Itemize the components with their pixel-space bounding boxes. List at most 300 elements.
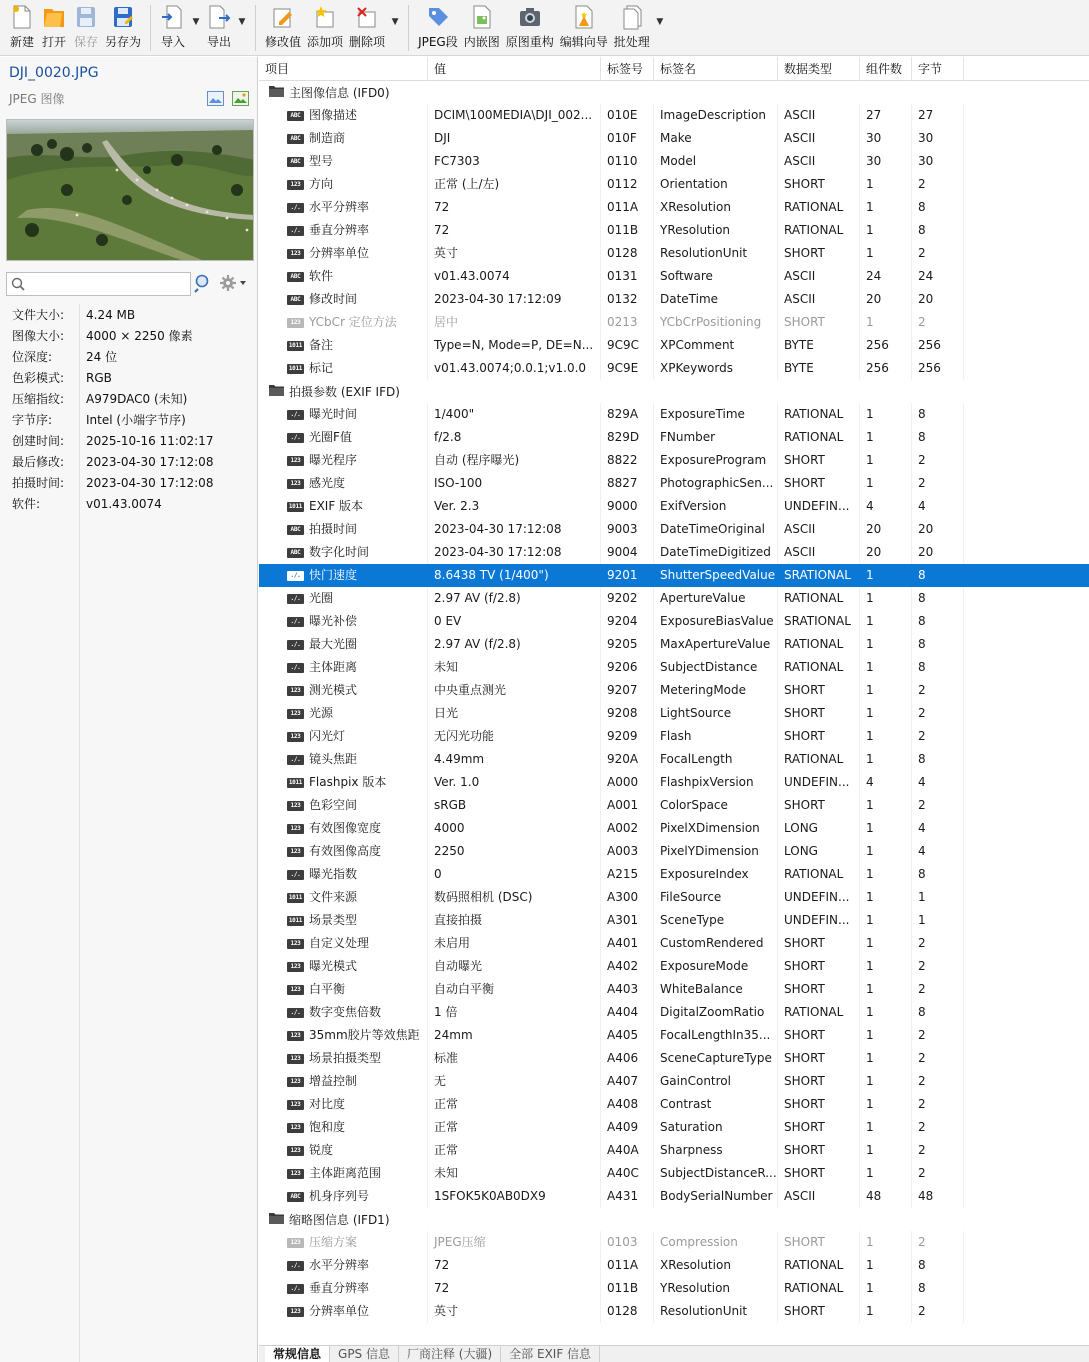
- byte-count-cell: 8: [912, 1001, 964, 1024]
- byte-count-cell: 2: [912, 932, 964, 955]
- item-name-cell: [259, 403, 428, 426]
- byte-count-cell: 2: [912, 1070, 964, 1093]
- item-name: 图像描述: [309, 108, 358, 122]
- value-cell: FC7303: [428, 150, 601, 173]
- component-count-cell: 1: [860, 1254, 912, 1277]
- item-name-cell: [259, 725, 428, 748]
- integer-type-icon: 123: [287, 479, 304, 489]
- edit-value-button[interactable]: 修改值: [262, 0, 304, 54]
- tag-name-cell: MeteringMode: [654, 679, 778, 702]
- item-name-cell: [259, 1231, 428, 1254]
- value-cell: 0: [428, 863, 601, 886]
- data-type-cell: UNDEFIN...: [778, 886, 860, 909]
- table-row[interactable]: [259, 518, 1089, 541]
- jpeg-segment-icon: [425, 4, 451, 30]
- tag-number-cell: 9000: [601, 495, 654, 518]
- rational-type-icon: ./.: [287, 433, 304, 443]
- rational-type-icon: ./.: [287, 1284, 304, 1294]
- edit-wizard-button[interactable]: 编辑向导: [557, 0, 611, 54]
- data-type-cell: SHORT: [778, 1024, 860, 1047]
- tag-name-cell: DigitalZoomRatio: [654, 1001, 778, 1024]
- table-row[interactable]: [259, 702, 1089, 725]
- column-header[interactable]: 字节: [912, 57, 964, 81]
- rational-type-icon: ./.: [287, 617, 304, 627]
- data-type-cell: BYTE: [778, 357, 860, 380]
- delete-item-dropdown[interactable]: [388, 0, 402, 54]
- data-type-cell: SHORT: [778, 1231, 860, 1254]
- value-cell: v01.43.0074;0.0.1;v1.0.0: [428, 357, 601, 380]
- table-row[interactable]: [259, 932, 1089, 955]
- delete-item-button[interactable]: 删除项: [346, 0, 388, 54]
- item-name-cell: [259, 1277, 428, 1300]
- tag-number-cell: 9204: [601, 610, 654, 633]
- value-cell: sRGB: [428, 794, 601, 817]
- tag-name-cell: Sharpness: [654, 1139, 778, 1162]
- item-name-cell: [259, 886, 428, 909]
- item-name-cell: [259, 1070, 428, 1093]
- chevron-down-icon: ▼: [238, 17, 246, 27]
- tag-number-cell: 9004: [601, 541, 654, 564]
- value-cell: 中央重点测光: [428, 679, 601, 702]
- item-name-cell: [259, 1139, 428, 1162]
- column-header[interactable]: 数据类型: [778, 57, 860, 81]
- item-name: 拍摄时间: [309, 522, 358, 536]
- table-row[interactable]: [259, 288, 1089, 311]
- table-row[interactable]: [259, 656, 1089, 679]
- table-row[interactable]: [259, 1116, 1089, 1139]
- file-type: JPEG 图像: [9, 92, 65, 106]
- column-header[interactable]: 标签名: [654, 57, 778, 81]
- tag-number-cell: A409: [601, 1116, 654, 1139]
- image-view-icon[interactable]: [207, 91, 224, 109]
- group-header: [259, 1211, 390, 1228]
- table-row[interactable]: [259, 1139, 1089, 1162]
- search-icon: [11, 277, 25, 294]
- byte-count-cell: 8: [912, 196, 964, 219]
- data-type-cell: UNDEFIN...: [778, 771, 860, 794]
- byte-count-cell: 24: [912, 265, 964, 288]
- property-row: [0, 304, 258, 325]
- toolbar-separator: [255, 5, 256, 51]
- table-row[interactable]: [259, 817, 1089, 840]
- rational-type-icon: ./.: [287, 594, 304, 604]
- table-row[interactable]: [259, 541, 1089, 564]
- component-count-cell: 1: [860, 863, 912, 886]
- item-name: 曝光模式: [309, 959, 358, 973]
- item-name-cell: [259, 656, 428, 679]
- byte-count-cell: 2: [912, 311, 964, 334]
- table-row[interactable]: [259, 1162, 1089, 1185]
- tag-number-cell: 0103: [601, 1231, 654, 1254]
- item-name: 光圈F值: [309, 430, 352, 444]
- table-group-row[interactable]: [259, 380, 1089, 403]
- byte-count-cell: 2: [912, 1116, 964, 1139]
- item-name-cell: [259, 104, 428, 127]
- item-name-cell: [259, 771, 428, 794]
- table-group-row[interactable]: [259, 1208, 1089, 1231]
- component-count-cell: 1: [860, 932, 912, 955]
- table-row[interactable]: [259, 1185, 1089, 1208]
- component-count-cell: 1: [860, 1277, 912, 1300]
- data-type-cell: RATIONAL: [778, 196, 860, 219]
- tag-number-cell: 011A: [601, 1254, 654, 1277]
- table-row[interactable]: [259, 1254, 1089, 1277]
- tag-name-cell: Model: [654, 150, 778, 173]
- binary-type-icon: 1011: [288, 893, 303, 901]
- item-name-cell: [259, 334, 428, 357]
- table-row[interactable]: [259, 403, 1089, 426]
- data-type-cell: RATIONAL: [778, 1254, 860, 1277]
- table-row[interactable]: [259, 1277, 1089, 1300]
- component-count-cell: 1: [860, 196, 912, 219]
- component-count-cell: 24: [860, 265, 912, 288]
- property-value: A979DAC0 (未知): [86, 392, 188, 406]
- tab-2[interactable]: 厂商注释 (大疆): [399, 1346, 501, 1362]
- table-row[interactable]: [259, 1047, 1089, 1070]
- rational-type-icon: ./.: [287, 203, 304, 213]
- tag-number-cell: 829A: [601, 403, 654, 426]
- tag-name-cell: ExifVersion: [654, 495, 778, 518]
- data-type-cell: SHORT: [778, 794, 860, 817]
- item-name: 白平衡: [309, 982, 346, 996]
- byte-count-cell: 8: [912, 564, 964, 587]
- property-row: [0, 367, 258, 388]
- integer-type-icon: 123: [287, 985, 304, 995]
- group-header: [259, 383, 400, 400]
- table-row[interactable]: [259, 955, 1089, 978]
- property-label: 最后修改:: [12, 455, 65, 469]
- property-row: [0, 472, 258, 493]
- component-count-cell: 256: [860, 357, 912, 380]
- open-button[interactable]: 打开: [38, 0, 70, 54]
- item-name-cell: [259, 1093, 428, 1116]
- tag-name-cell: Orientation: [654, 173, 778, 196]
- settings-gear-icon[interactable]: [218, 272, 248, 297]
- tag-name-cell: ExposureTime: [654, 403, 778, 426]
- item-name-cell: [259, 265, 428, 288]
- property-label: 字节序:: [12, 413, 53, 427]
- image-preview-icon[interactable]: [232, 91, 249, 109]
- value-cell: 自动 (程序曝光): [428, 449, 601, 472]
- value-cell: 1SFOK5K0AB0DX9: [428, 1185, 601, 1208]
- table-row[interactable]: [259, 173, 1089, 196]
- value-cell: 正常 (上/左): [428, 173, 601, 196]
- component-count-cell: 1: [860, 955, 912, 978]
- component-count-cell: 20: [860, 541, 912, 564]
- table-row[interactable]: [259, 633, 1089, 656]
- table-row[interactable]: [259, 242, 1089, 265]
- property-label: 拍摄时间:: [12, 476, 65, 490]
- tag-number-cell: 011B: [601, 219, 654, 242]
- group-label: 缩略图信息 (IFD1): [289, 1213, 390, 1227]
- table-row[interactable]: [259, 265, 1089, 288]
- find-icon[interactable]: [192, 272, 214, 297]
- item-name: 光源: [309, 706, 334, 720]
- data-type-cell: SHORT: [778, 725, 860, 748]
- batch-dropdown[interactable]: [653, 0, 667, 54]
- table-row[interactable]: [259, 725, 1089, 748]
- byte-count-cell: 2: [912, 978, 964, 1001]
- value-cell: 24mm: [428, 1024, 601, 1047]
- search-buttons: [192, 272, 248, 297]
- folder-icon: [269, 384, 284, 399]
- column-header[interactable]: 值: [428, 57, 601, 81]
- item-name: 主体距离: [309, 660, 358, 674]
- search-box[interactable]: [6, 272, 191, 296]
- data-type-cell: ASCII: [778, 265, 860, 288]
- value-cell: v01.43.0074: [428, 265, 601, 288]
- data-type-cell: SHORT: [778, 1093, 860, 1116]
- tag-number-cell: 9209: [601, 725, 654, 748]
- add-item-button[interactable]: 添加项: [304, 0, 346, 54]
- tag-number-cell: 0132: [601, 288, 654, 311]
- table-row[interactable]: [259, 610, 1089, 633]
- table-row[interactable]: [259, 426, 1089, 449]
- table-row[interactable]: [259, 840, 1089, 863]
- tag-name-cell: YCbCrPositioning: [654, 311, 778, 334]
- table-row[interactable]: [259, 909, 1089, 932]
- table-row[interactable]: [259, 863, 1089, 886]
- import-button[interactable]: 导入: [157, 0, 189, 54]
- data-type-cell: SRATIONAL: [778, 610, 860, 633]
- byte-count-cell: 2: [912, 955, 964, 978]
- table-row[interactable]: [259, 587, 1089, 610]
- export-dropdown[interactable]: [235, 0, 249, 54]
- data-type-cell: SHORT: [778, 1139, 860, 1162]
- table-group-row[interactable]: [259, 81, 1089, 104]
- integer-type-icon: 123: [287, 686, 304, 696]
- value-cell: 未启用: [428, 932, 601, 955]
- table-row[interactable]: [259, 495, 1089, 518]
- save-icon: [73, 4, 99, 30]
- component-count-cell: 1: [860, 403, 912, 426]
- file-info-panel: [0, 57, 258, 1362]
- component-count-cell: 48: [860, 1185, 912, 1208]
- tag-number-cell: A000: [601, 771, 654, 794]
- table-row[interactable]: [259, 449, 1089, 472]
- item-name-cell: [259, 472, 428, 495]
- data-type-cell: SHORT: [778, 1300, 860, 1323]
- value-cell: DJI: [428, 127, 601, 150]
- byte-count-cell: 2: [912, 794, 964, 817]
- component-count-cell: 4: [860, 495, 912, 518]
- tag-number-cell: 829D: [601, 426, 654, 449]
- item-name: 数字变焦倍数: [309, 1005, 382, 1019]
- item-name-cell: [259, 311, 428, 334]
- integer-type-icon: 123: [287, 939, 304, 949]
- byte-count-cell: 1: [912, 886, 964, 909]
- item-name-cell: [259, 679, 428, 702]
- byte-count-cell: 20: [912, 518, 964, 541]
- table-row[interactable]: [259, 334, 1089, 357]
- column-header[interactable]: 项目: [259, 57, 428, 81]
- component-count-cell: 1: [860, 242, 912, 265]
- tag-name-cell: ResolutionUnit: [654, 242, 778, 265]
- add-item-icon: [312, 4, 338, 30]
- exif-table: [259, 57, 1089, 1345]
- batch-button[interactable]: 批处理: [611, 0, 653, 54]
- rational-type-icon: ./.: [287, 663, 304, 673]
- delete-item-icon: [354, 4, 380, 30]
- save-button[interactable]: 保存: [70, 0, 102, 54]
- tag-name-cell: MaxApertureValue: [654, 633, 778, 656]
- tag-number-cell: A431: [601, 1185, 654, 1208]
- import-icon: [160, 4, 186, 30]
- tag-name-cell: WhiteBalance: [654, 978, 778, 1001]
- tag-name-cell: ExposureIndex: [654, 863, 778, 886]
- tab-0[interactable]: 常规信息: [265, 1346, 330, 1362]
- item-name: 机身序列号: [309, 1189, 370, 1203]
- byte-count-cell: 4: [912, 817, 964, 840]
- byte-count-cell: 30: [912, 150, 964, 173]
- value-cell: 4000: [428, 817, 601, 840]
- table-row[interactable]: [259, 150, 1089, 173]
- table-row[interactable]: [259, 1300, 1089, 1323]
- table-row[interactable]: [259, 1024, 1089, 1047]
- item-name-cell: [259, 1024, 428, 1047]
- tag-name-cell: ExposureBiasValue: [654, 610, 778, 633]
- integer-type-icon: 123: [287, 1307, 304, 1317]
- tag-number-cell: 9207: [601, 679, 654, 702]
- column-header[interactable]: 组件数: [860, 57, 912, 81]
- group-label: 拍摄参数 (EXIF IFD): [289, 385, 400, 399]
- data-type-cell: SHORT: [778, 449, 860, 472]
- data-type-cell: RATIONAL: [778, 748, 860, 771]
- rational-type-icon: ./.: [287, 226, 304, 236]
- byte-count-cell: 8: [912, 863, 964, 886]
- tag-number-cell: 9208: [601, 702, 654, 725]
- data-type-cell: SHORT: [778, 1047, 860, 1070]
- table-row[interactable]: [259, 196, 1089, 219]
- byte-count-cell: 2: [912, 1300, 964, 1323]
- item-name-cell: [259, 978, 428, 1001]
- tag-name-cell: LightSource: [654, 702, 778, 725]
- value-cell: 英寸: [428, 242, 601, 265]
- new-button[interactable]: 新建: [6, 0, 38, 54]
- value-cell: 未知: [428, 1162, 601, 1185]
- value-cell: 自动曝光: [428, 955, 601, 978]
- property-value: 4.24 MB: [86, 307, 136, 322]
- tag-name-cell: DateTime: [654, 288, 778, 311]
- item-name: 快门速度: [309, 568, 358, 582]
- table-row[interactable]: [259, 1231, 1089, 1254]
- export-button[interactable]: 导出: [203, 0, 235, 54]
- import-dropdown[interactable]: [189, 0, 203, 54]
- rebuild-original-button[interactable]: 原图重构: [503, 0, 557, 54]
- item-name-cell: [259, 633, 428, 656]
- table-row[interactable]: [259, 311, 1089, 334]
- table-row[interactable]: [259, 1070, 1089, 1093]
- tag-name-cell: CustomRendered: [654, 932, 778, 955]
- table-row[interactable]: [259, 679, 1089, 702]
- table-row[interactable]: [259, 104, 1089, 127]
- tag-name-cell: YResolution: [654, 219, 778, 242]
- item-name-cell: [259, 196, 428, 219]
- data-type-cell: RATIONAL: [778, 863, 860, 886]
- value-cell: DCIM\100MEDIA\DJI_002...: [428, 104, 601, 127]
- byte-count-cell: 8: [912, 1254, 964, 1277]
- tag-name-cell: Saturation: [654, 1116, 778, 1139]
- item-name: EXIF 版本: [309, 499, 364, 513]
- tag-name-cell: Make: [654, 127, 778, 150]
- table-row[interactable]: [259, 794, 1089, 817]
- table-row[interactable]: [259, 127, 1089, 150]
- tag-name-cell: YResolution: [654, 1277, 778, 1300]
- item-name: 对比度: [309, 1097, 346, 1111]
- item-name-cell: [259, 863, 428, 886]
- data-type-cell: RATIONAL: [778, 403, 860, 426]
- embedded-image-button[interactable]: 内嵌图: [461, 0, 503, 54]
- tag-number-cell: A001: [601, 794, 654, 817]
- tag-name-cell: DateTimeOriginal: [654, 518, 778, 541]
- text-type-icon: ABC: [287, 525, 304, 535]
- item-name: 修改时间: [309, 292, 358, 306]
- byte-count-cell: 8: [912, 1277, 964, 1300]
- tag-number-cell: 010E: [601, 104, 654, 127]
- item-name: Flashpix 版本: [309, 775, 387, 789]
- property-row: [0, 388, 258, 409]
- item-name-cell: [259, 219, 428, 242]
- component-count-cell: 1: [860, 702, 912, 725]
- component-count-cell: 1: [860, 587, 912, 610]
- column-header[interactable]: 标签号: [601, 57, 654, 81]
- table-row[interactable]: [259, 357, 1089, 380]
- value-cell: Ver. 2.3: [428, 495, 601, 518]
- component-count-cell: 1: [860, 1070, 912, 1093]
- jpeg-segment-button[interactable]: JPEG段: [415, 0, 461, 54]
- tab-1[interactable]: GPS 信息: [330, 1346, 399, 1362]
- tag-name-cell: FocalLengthIn35...: [654, 1024, 778, 1047]
- tag-name-cell: FocalLength: [654, 748, 778, 771]
- property-value: 2023-04-30 17:12:08: [86, 454, 214, 469]
- component-count-cell: 1: [860, 748, 912, 771]
- table-row[interactable]: [259, 978, 1089, 1001]
- item-name: 分辨率单位: [309, 246, 370, 260]
- item-name: 闪光灯: [309, 729, 346, 743]
- value-cell: 数码照相机 (DSC): [428, 886, 601, 909]
- item-name-cell: [259, 357, 428, 380]
- property-label: 色彩模式:: [12, 371, 65, 385]
- item-name: 垂直分辨率: [309, 1281, 370, 1295]
- item-name: 35mm胶片等效焦距: [309, 1028, 420, 1042]
- byte-count-cell: 1: [912, 909, 964, 932]
- save-as-button[interactable]: 另存为: [102, 0, 144, 54]
- tag-name-cell: DateTimeDigitized: [654, 541, 778, 564]
- value-cell: 4.49mm: [428, 748, 601, 771]
- text-type-icon: ABC: [287, 157, 304, 167]
- integer-type-icon: 123: [287, 456, 304, 466]
- byte-count-cell: 8: [912, 656, 964, 679]
- export-icon: [206, 4, 232, 30]
- table-row[interactable]: [259, 1093, 1089, 1116]
- table-row[interactable]: [259, 748, 1089, 771]
- table-row[interactable]: [259, 219, 1089, 242]
- rational-type-icon: ./.: [287, 571, 304, 581]
- tag-number-cell: 9205: [601, 633, 654, 656]
- table-row[interactable]: [259, 886, 1089, 909]
- tab-3[interactable]: 全部 EXIF 信息: [501, 1346, 600, 1362]
- data-type-cell: RATIONAL: [778, 633, 860, 656]
- item-name-cell: [259, 288, 428, 311]
- table-row[interactable]: [259, 564, 1089, 587]
- table-row[interactable]: [259, 771, 1089, 794]
- table-row[interactable]: [259, 1001, 1089, 1024]
- item-name: 有效图像高度: [309, 844, 382, 858]
- data-type-cell: RATIONAL: [778, 1277, 860, 1300]
- table-row[interactable]: [259, 472, 1089, 495]
- component-count-cell: 1: [860, 909, 912, 932]
- component-count-cell: 20: [860, 288, 912, 311]
